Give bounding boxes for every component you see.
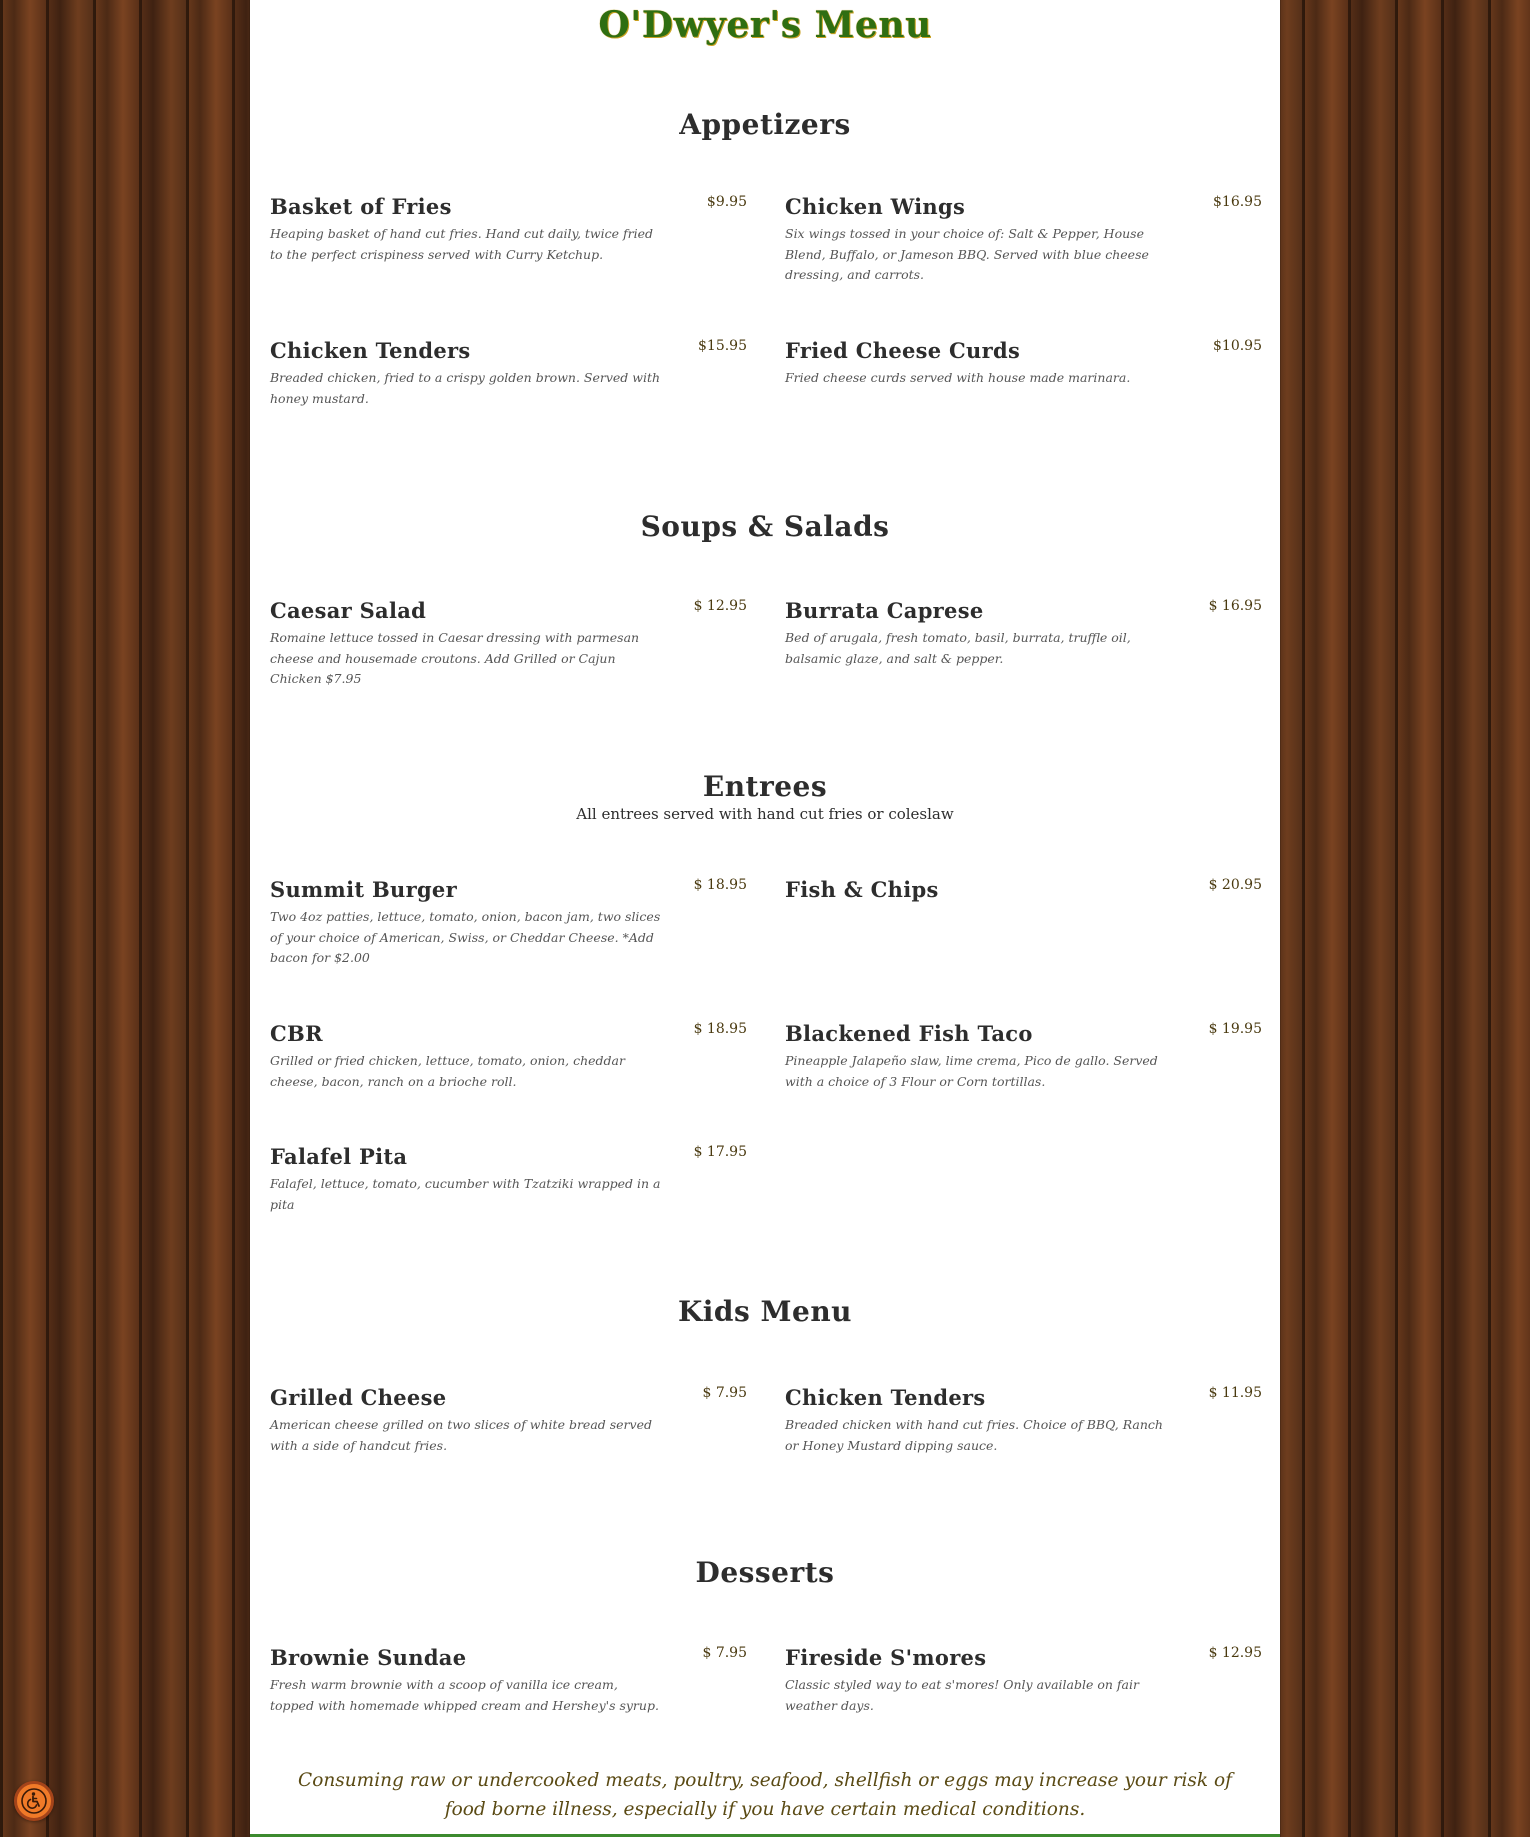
item-name: Fireside S'mores [785,1645,987,1670]
item-price: $10.95 [1213,338,1262,354]
item-price: $ 19.95 [1208,1021,1262,1037]
menu-item [785,598,1262,669]
item-name: Fish & Chips [785,877,939,902]
item-name: Caesar Salad [270,598,427,623]
section-appetizers [250,108,1280,141]
food-safety-disclaimer: Consuming raw or undercooked meats, poultry, seafood, shellfish or eggs may increase your risk of food borne illness, especially if you have certain medical conditions. [298,1770,1232,1820]
item-name: Blackened Fish Taco [785,1021,1033,1046]
item-description: American cheese grilled on two slices of white bread served with a side of handcut fries. [270,1417,652,1453]
item-name: Chicken Tenders [785,1385,986,1410]
menu-item [270,1144,747,1215]
section-title: Entrees [702,770,828,803]
menu-item [270,194,747,265]
menu-item [785,1385,1262,1456]
item-name: Basket of Fries [270,194,452,219]
menu-title: O'Dwyer's Menu [598,4,932,46]
item-name: Grilled Cheese [270,1385,447,1410]
item-price: $ 12.95 [693,598,747,614]
item-price: $ 12.95 [1208,1645,1262,1661]
menu-item [270,1645,747,1716]
item-price: $ 17.95 [693,1144,747,1160]
item-price: $ 7.95 [702,1385,747,1401]
menu-page [250,0,1280,1837]
item-price: $ 11.95 [1208,1385,1262,1401]
item-description: Fried cheese curds served with house made marinara. [785,370,1131,385]
item-description: Classic styled way to eat s'mores! Only available on fair weather days. [785,1677,1139,1713]
wheelchair-icon [21,1788,47,1814]
item-name: Brownie Sundae [270,1645,467,1670]
section-title: Soups & Salads [640,510,890,543]
item-description: Romaine lettuce tossed in Caesar dressing with parmesan cheese and housemade croutons. Add Grilled or Cajun Chicken $7.95 [270,630,640,686]
item-price: $ 16.95 [1208,598,1262,614]
item-name: Burrata Caprese [785,598,984,623]
item-name: Fried Cheese Curds [785,338,1021,363]
section-title: Desserts [695,1556,835,1589]
menu-item [270,877,747,969]
section-entrees [250,770,1280,823]
item-price: $9.95 [706,194,747,210]
menu-item [785,1645,1262,1716]
item-description: Falafel, lettuce, tomato, cucumber with Tzatziki wrapped in a pita [270,1176,661,1212]
item-description: Two 4oz patties, lettuce, tomato, onion, bacon jam, two slices of your choice of American, Swiss, or Cheddar Cheese. *Add bacon for $2.00 [270,909,661,965]
section-title: Kids Menu [677,1295,853,1328]
menu-item [270,1385,747,1456]
item-name: CBR [270,1021,323,1046]
item-price: $ 18.95 [693,1021,747,1037]
section-desserts [250,1556,1280,1589]
section-soups-salads [250,510,1280,543]
menu-item [270,338,747,409]
item-description: Breaded chicken, fried to a crispy golden brown. Served with honey mustard. [270,370,661,406]
item-name: Chicken Tenders [270,338,471,363]
item-price: $ 18.95 [693,877,747,893]
item-description: Pineapple Jalapeño slaw, lime crema, Pico de gallo. Served with a choice of 3 Flour or Corn tortillas. [785,1053,1158,1089]
item-description: Bed of arugala, fresh tomato, basil, burrata, truffle oil, balsamic glaze, and salt & pepper. [785,630,1131,666]
item-price: $ 7.95 [702,1645,747,1661]
item-price: $16.95 [1213,194,1262,210]
item-price: $ 20.95 [1208,877,1262,893]
item-description: Grilled or fried chicken, lettuce, tomato, onion, cheddar cheese, bacon, ranch on a brioche roll. [270,1053,625,1089]
item-description: Breaded chicken with hand cut fries. Choice of BBQ, Ranch or Honey Mustard dipping sauce. [785,1417,1163,1453]
item-name: Summit Burger [270,877,457,902]
accessibility-button[interactable] [14,1781,54,1821]
item-description: Six wings tossed in your choice of: Salt & Pepper, House Blend, Buffalo, or Jameson BBQ. Served with blue cheese dressing, and carrots. [785,226,1149,282]
item-price: $15.95 [698,338,747,354]
section-title: Appetizers [679,108,851,141]
section-subtitle: All entrees served with hand cut fries or coleslaw [576,805,954,823]
menu-item [785,194,1262,286]
menu-item [785,1021,1262,1092]
menu-item [785,877,1262,907]
section-kids-menu [250,1295,1280,1328]
menu-item [270,598,747,690]
item-description: Heaping basket of hand cut fries. Hand cut daily, twice fried to the perfect crispiness served with Curry Ketchup. [270,226,653,262]
item-name: Chicken Wings [785,194,966,219]
item-name: Falafel Pita [270,1144,408,1169]
menu-item [270,1021,747,1092]
item-description: Fresh warm brownie with a scoop of vanilla ice cream, topped with homemade whipped cream and Hershey's syrup. [270,1677,659,1713]
menu-item [785,338,1262,389]
